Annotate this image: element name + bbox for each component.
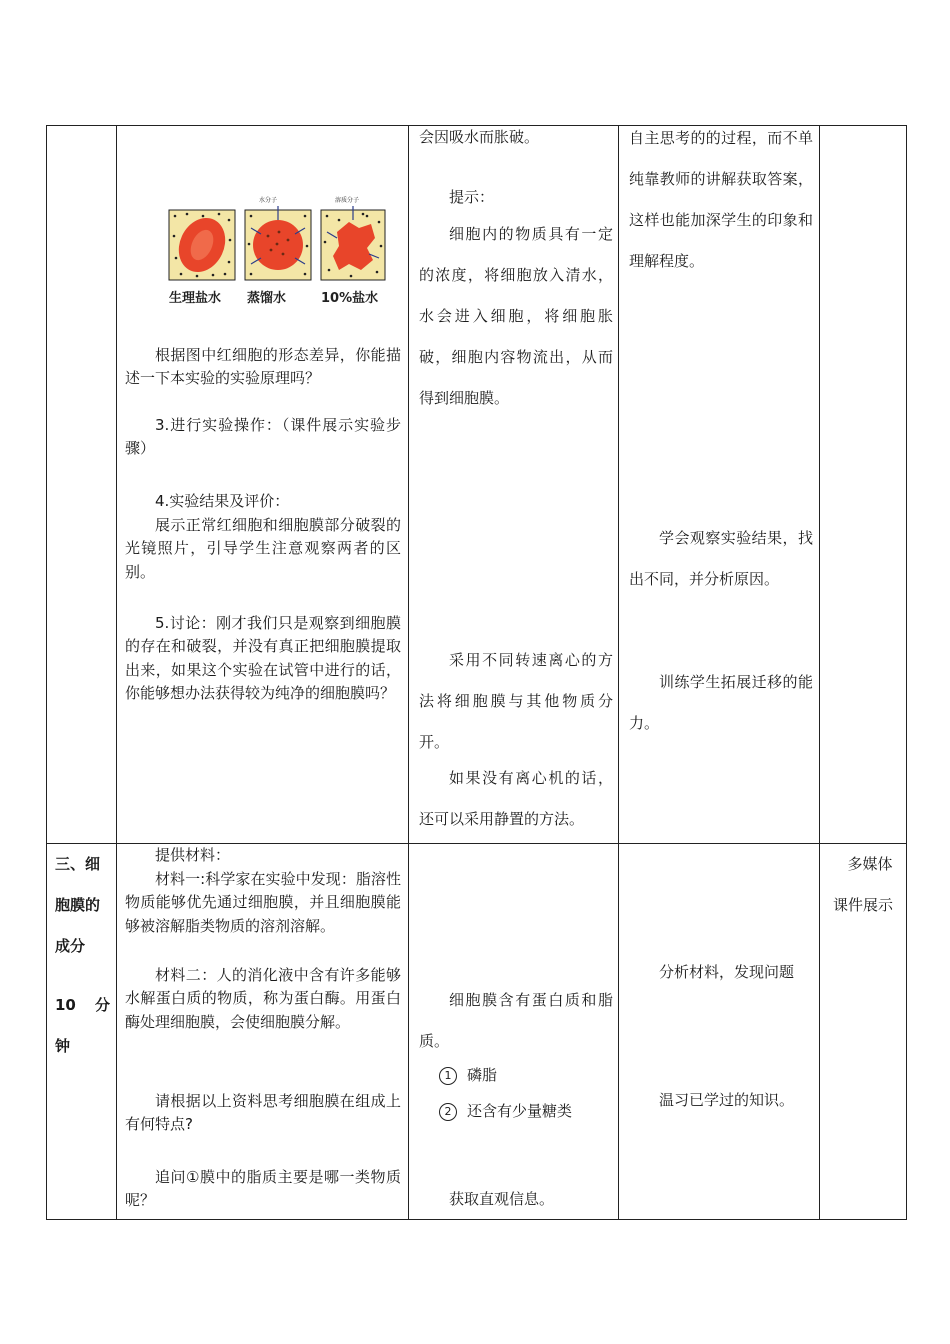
caption-saline: 生理盐水 <box>169 291 222 306</box>
solute-molecule-label: 溶质分子 <box>335 197 360 204</box>
observe-results-text: 学会观察实验结果，找出不同，并分析原因。 <box>629 529 813 588</box>
material-two-text: 材料二：人的消化液中含有许多能够水解蛋白质的物质，称为蛋白酶。用蛋白酶处理细胞膜，会使细胞膜分解。 <box>125 966 401 1031</box>
stage-duration <box>55 985 110 1026</box>
media-cell-empty <box>820 126 907 844</box>
provide-materials-text: 提供材料： <box>155 846 231 864</box>
stage-cell-empty <box>47 126 117 844</box>
table-row <box>47 126 907 844</box>
teacher-activity-cell <box>117 126 409 844</box>
step5-text: 5.讨论：刚才我们只是观察到细胞膜的存在和破裂，并没有真正把细胞膜提取出来，如果这个实验在试管中进行的话，你能够想办法获得较为纯净的细胞膜吗？ <box>125 614 401 702</box>
stage-time-unit-first: 分 <box>94 996 110 1014</box>
list-item <box>439 1064 619 1087</box>
hint-title: 提示： <box>449 188 495 206</box>
step4-body: 展示正常红细胞和细胞膜部分破裂的光镜照片，引导学生注意观察两者的区别。 <box>125 516 401 581</box>
stage-title: 三、细胞膜的成分 <box>55 855 101 955</box>
analyze-material-text: 分析材料，发现问题 <box>659 963 795 981</box>
transfer-ability-text: 训练学生拓展迁移的能力。 <box>629 673 813 732</box>
phospholipid-text: 磷脂 <box>467 1066 498 1084</box>
sugar-text: 还含有少量糖类 <box>467 1102 573 1120</box>
think-process-text: 自主思考的的过程，而不单纯靠教师的讲解获取答案，这样也能加深学生的印象和理解程度。 <box>629 129 813 270</box>
media-cell <box>820 844 907 1220</box>
circled-number-1: 1 <box>439 1067 457 1085</box>
red-blood-cell-figure <box>167 192 387 320</box>
caption-distilled-water: 蒸馏水 <box>247 291 287 306</box>
describe-principle-text: 根据图中红细胞的形态差异，你能描述一下本实验的实验原理吗？ <box>125 346 401 388</box>
burst-text: 会因吸水而胀破。 <box>419 128 540 146</box>
teacher-activity-cell <box>117 844 409 1220</box>
step4-title: 4.实验结果及评价： <box>155 492 290 510</box>
student-activity-cell <box>409 126 619 844</box>
obtain-info-text: 获取直观信息。 <box>449 1190 555 1208</box>
stage-time-number: 10 <box>55 996 76 1014</box>
list-item <box>439 1100 619 1123</box>
review-knowledge-text: 温习已学过的知识。 <box>659 1091 795 1109</box>
stage-cell <box>47 844 117 1220</box>
water-molecule-label: 水分子 <box>259 197 278 204</box>
lesson-plan-table <box>46 125 907 1220</box>
material-one-text: 材料一:科学家在实验中发现：脂溶性物质能够优先通过细胞膜，并且细胞膜能够被溶解脂类物质的溶剂溶解。 <box>125 870 401 935</box>
table-row <box>47 844 907 1220</box>
design-intent-cell <box>619 126 820 844</box>
follow-up-question-text: 追问①膜中的脂质主要是哪一类物质呢？ <box>125 1168 401 1210</box>
student-activity-cell <box>409 844 619 1220</box>
contains-text: 细胞膜含有蛋白质和脂质。 <box>419 991 613 1050</box>
media-line-2: 课件展示 <box>832 896 893 914</box>
step3-text: 3.进行实验操作：（课件展示实验步骤） <box>125 416 401 458</box>
hint-body: 细胞内的物质具有一定的浓度，将细胞放入清水，水会进入细胞，将细胞胀破，细胞内容物流出，从而得到细胞膜。 <box>419 225 613 407</box>
media-line-1: 多媒体 <box>847 855 893 873</box>
stage-time-unit-second: 钟 <box>55 1037 71 1055</box>
centrifuge-text: 采用不同转速离心的方法将细胞膜与其他物质分开。 <box>419 651 613 751</box>
question-text: 请根据以上资料思考细胞膜在组成上有何特点? <box>125 1092 401 1134</box>
static-method-text: 如果没有离心机的话，还可以采用静置的方法。 <box>419 769 613 828</box>
caption-10pct-saline: 10%盐水 <box>321 291 379 306</box>
design-intent-cell <box>619 844 820 1220</box>
circled-number-2: 2 <box>439 1103 457 1121</box>
